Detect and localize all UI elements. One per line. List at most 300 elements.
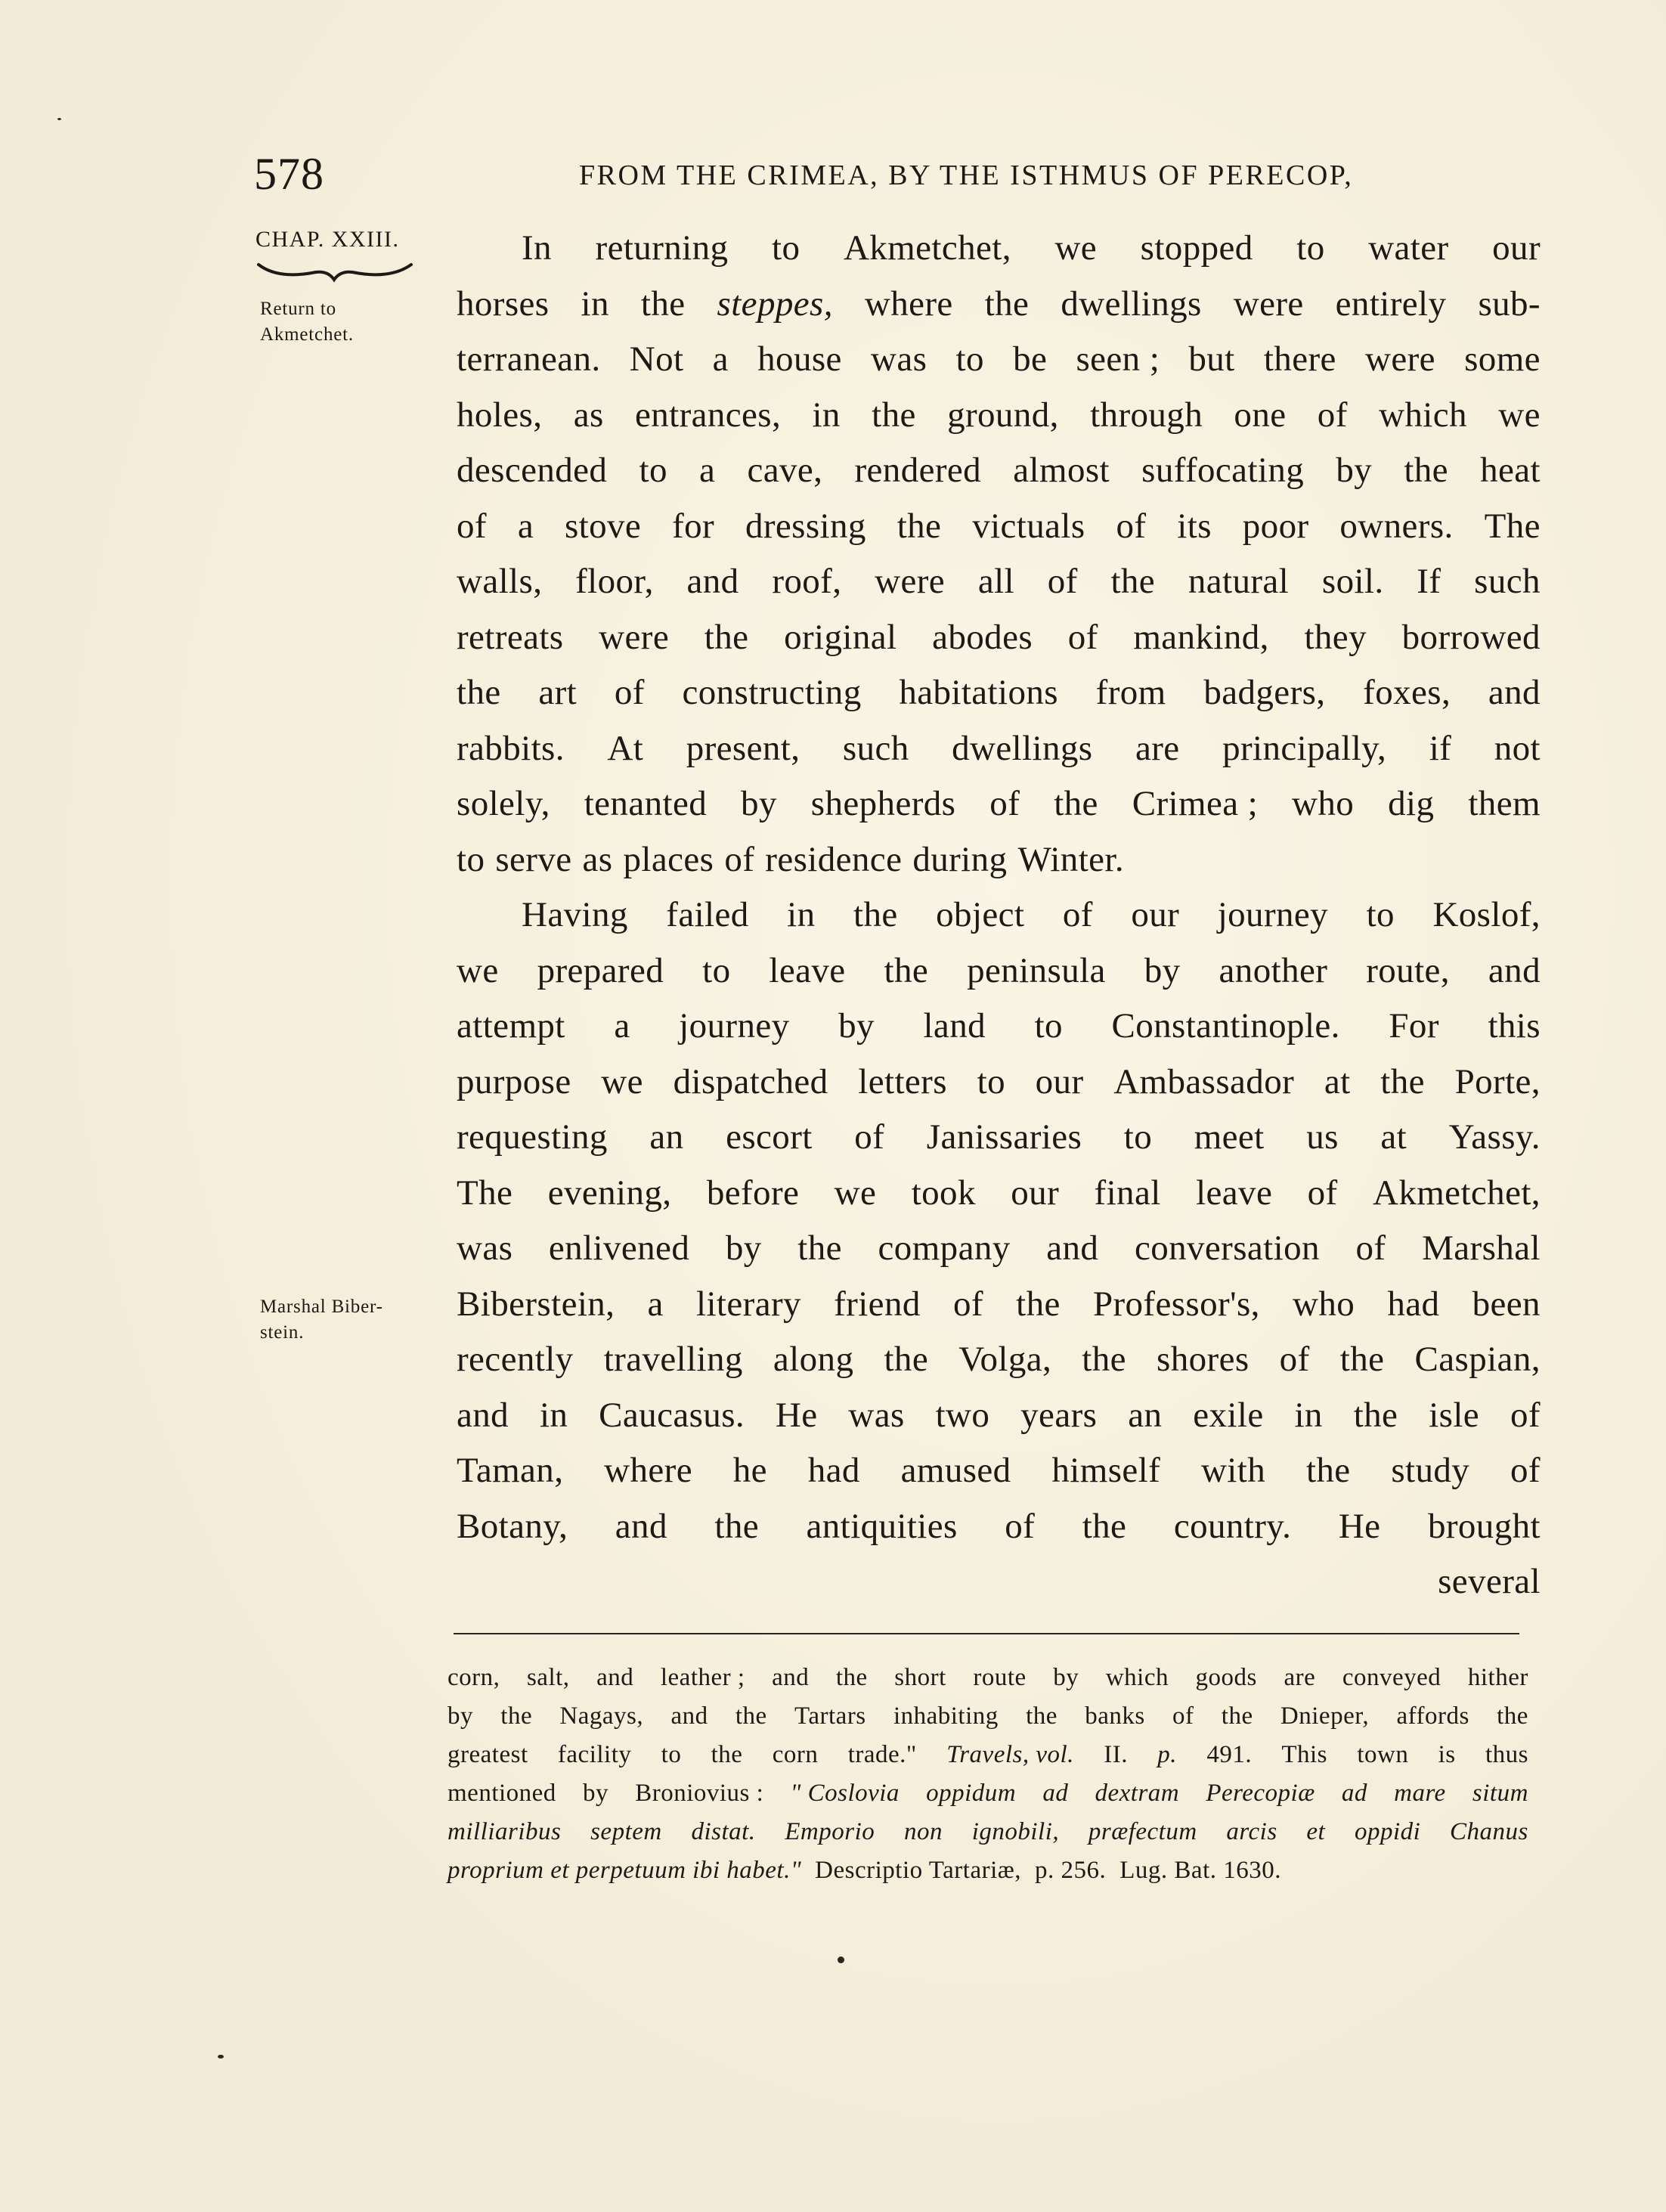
body-word: owners. <box>1339 506 1454 546</box>
footnote-word: short <box>894 1664 946 1691</box>
body-word: art <box>538 673 578 712</box>
body-line <box>457 277 1541 333</box>
body-word: to <box>955 339 984 379</box>
body-word: leave <box>1196 1173 1273 1213</box>
body-word: to <box>1123 1117 1153 1157</box>
body-word: a <box>699 451 716 490</box>
body-word: floor, <box>575 562 654 601</box>
body-word: years <box>1020 1395 1098 1435</box>
body-line <box>457 554 1541 610</box>
body-word: He <box>775 1395 818 1435</box>
body-word: At <box>607 728 644 768</box>
body-word: the <box>1305 1451 1351 1490</box>
chapter-label: CHAP. XXIII. <box>255 227 400 252</box>
body-line <box>457 388 1541 444</box>
body-word: by <box>725 1228 762 1268</box>
body-word: the <box>984 283 1030 324</box>
body-word: in <box>812 395 841 435</box>
body-word: brought <box>1427 1506 1541 1546</box>
body-word: along <box>773 1340 854 1379</box>
body-word: country. <box>1173 1506 1292 1546</box>
body-line <box>457 1443 1541 1499</box>
body-word: the <box>884 950 929 990</box>
body-word: of <box>952 1284 983 1324</box>
body-word: at <box>1324 1061 1351 1101</box>
body-word: heat <box>1480 451 1541 490</box>
body-word: tenanted <box>584 784 708 823</box>
body-word: the <box>1404 451 1448 490</box>
body-word: to <box>1366 895 1395 934</box>
footnote-word: route <box>973 1664 1027 1691</box>
body-word: Marshal <box>1422 1228 1541 1268</box>
footnote-word: mare <box>1394 1780 1446 1807</box>
footnote-word: II. <box>1104 1741 1128 1768</box>
body-word: the <box>704 617 749 657</box>
body-line <box>457 1055 1541 1111</box>
body-word: holes, <box>457 395 543 435</box>
body-text <box>457 221 1541 1610</box>
body-word: constructing <box>682 673 862 712</box>
body-word: a <box>647 1284 664 1324</box>
footnote-word: of <box>1172 1702 1194 1730</box>
body-word: of <box>1510 1451 1541 1490</box>
body-line <box>457 1277 1541 1333</box>
body-word: amused <box>900 1451 1011 1490</box>
body-word: of <box>1005 1506 1036 1546</box>
body-word: badgers, <box>1203 673 1326 712</box>
footnote-word: Chanus <box>1450 1818 1528 1845</box>
body-word: stopped <box>1140 228 1253 268</box>
body-line <box>457 832 1541 888</box>
body-word: and <box>1046 1228 1099 1268</box>
body-word: entrances, <box>634 395 782 435</box>
body-word: to <box>772 228 800 268</box>
body-word: leave <box>769 950 846 990</box>
body-word: we <box>457 950 499 990</box>
body-word: a <box>614 1006 630 1046</box>
footnote-word: oppidum <box>926 1780 1017 1807</box>
footnote-word: Perecopiæ <box>1206 1780 1315 1807</box>
footnote-word: ad <box>1042 1780 1069 1807</box>
body-word: If <box>1417 562 1441 601</box>
body-word: of <box>724 839 755 879</box>
body-word: of <box>614 673 645 712</box>
body-word: serve <box>495 839 572 879</box>
body-word: meet <box>1194 1117 1265 1157</box>
body-word: the <box>714 1506 759 1546</box>
body-word: been <box>1472 1284 1541 1324</box>
body-word: foxes, <box>1363 673 1451 712</box>
body-word: natural <box>1188 562 1290 601</box>
paper-speck <box>57 118 61 120</box>
body-word: and <box>686 562 739 601</box>
body-word: our <box>1131 895 1180 934</box>
footnote-line <box>447 1659 1528 1697</box>
body-word: the <box>1082 1506 1127 1546</box>
body-word: where <box>604 1451 692 1490</box>
body-word: all <box>977 562 1014 601</box>
body-word: had <box>807 1451 860 1490</box>
body-word: of <box>1116 506 1147 546</box>
footnote-word: ignobili, <box>971 1818 1060 1845</box>
body-word: exile <box>1193 1395 1264 1435</box>
body-word: Botany, <box>457 1506 568 1546</box>
footnote-word: Tartars <box>794 1702 866 1730</box>
body-word: roof, <box>772 562 842 601</box>
body-word: Having <box>522 895 628 934</box>
body-word: who <box>1293 1284 1355 1324</box>
body-word: was <box>457 1228 513 1268</box>
body-word: by <box>741 784 777 823</box>
body-word: Akmetchet, <box>1372 1173 1541 1213</box>
body-word: we <box>1498 395 1541 435</box>
footnote-word: arcis <box>1226 1818 1277 1845</box>
footnote-word: affords <box>1396 1702 1469 1730</box>
body-word: an <box>649 1117 684 1157</box>
body-line <box>457 888 1541 943</box>
body-word: to <box>1034 1006 1063 1046</box>
body-word: had <box>1387 1284 1440 1324</box>
body-word: journey <box>1217 895 1329 934</box>
body-word: of <box>989 784 1020 823</box>
body-word: soil. <box>1321 562 1384 601</box>
footnote-word: milliaribus <box>447 1818 562 1845</box>
paper-speck <box>218 2055 224 2059</box>
body-word: purpose <box>457 1061 571 1101</box>
body-word: the <box>1016 1284 1061 1324</box>
footnote-word: Broniovius : <box>635 1780 764 1807</box>
body-word: Volga, <box>958 1340 1052 1379</box>
body-word: during <box>912 839 1008 879</box>
body-word: a <box>712 339 729 379</box>
footnote-word: the <box>500 1702 533 1730</box>
body-word: the <box>1110 562 1156 601</box>
body-word: took <box>911 1173 976 1213</box>
body-word: Akmetchet, <box>843 228 1011 268</box>
body-word: sub- <box>1478 283 1541 324</box>
body-word: dispatched <box>673 1061 828 1101</box>
body-word: at <box>1380 1117 1407 1157</box>
body-word: dwellings <box>1061 283 1202 324</box>
body-word: letters <box>858 1061 947 1101</box>
footnote-word: p. 256. <box>1035 1857 1107 1884</box>
body-word: poor <box>1242 506 1309 546</box>
body-word: to <box>977 1061 1005 1101</box>
body-word: of <box>457 506 487 546</box>
footnote-word: Nagays, <box>559 1702 644 1730</box>
body-word: Janissaries <box>926 1117 1082 1157</box>
body-word: failed <box>666 895 749 934</box>
body-word: Porte, <box>1454 1061 1541 1101</box>
footnote-word: which <box>1105 1664 1169 1691</box>
footnote-word: banks <box>1085 1702 1145 1730</box>
body-word: we <box>834 1173 877 1213</box>
footnote-word: to <box>661 1741 682 1768</box>
body-word: and <box>1488 673 1541 712</box>
body-word: this <box>1488 1006 1541 1046</box>
body-word: of <box>1067 617 1098 657</box>
body-word: terranean. <box>457 339 601 379</box>
body-word: its <box>1177 506 1212 546</box>
footnote-word: p. <box>1157 1741 1178 1768</box>
body-word: walls, <box>457 562 543 601</box>
footnote-word: septem <box>590 1818 662 1845</box>
footnote-word: situm <box>1472 1780 1528 1807</box>
footnote-word: and <box>596 1664 634 1691</box>
body-word: from <box>1095 673 1166 712</box>
body-word: places <box>623 839 714 879</box>
body-word: to <box>702 950 731 990</box>
marginal-note-line: Akmetchet. <box>260 324 354 345</box>
body-word: escort <box>726 1117 813 1157</box>
body-line <box>457 776 1541 832</box>
body-word: victuals <box>972 506 1085 546</box>
footnote-word: facility <box>557 1741 632 1768</box>
body-word: with <box>1200 1451 1266 1490</box>
body-line <box>457 1499 1541 1555</box>
footnote-word: corn <box>772 1741 819 1768</box>
body-word: was <box>871 339 927 379</box>
body-word: were <box>1233 283 1304 324</box>
footnote-word: town <box>1357 1741 1409 1768</box>
body-word: for <box>672 506 715 546</box>
footnote-word: præfectum <box>1088 1818 1197 1845</box>
body-word: the <box>1339 1340 1385 1379</box>
body-line <box>457 443 1541 499</box>
body-word: almost <box>1013 451 1110 490</box>
footnote-line <box>447 1736 1528 1774</box>
body-word: Taman, <box>457 1451 564 1490</box>
footnote-word: Lug. Bat. 1630. <box>1119 1857 1281 1884</box>
marginal-note-biberstein <box>260 1294 434 1346</box>
body-word: such <box>842 728 909 768</box>
body-word: of <box>1279 1340 1310 1379</box>
body-word: we <box>601 1061 643 1101</box>
body-word: final <box>1094 1173 1161 1213</box>
body-word: peninsula <box>967 950 1106 990</box>
body-word: enlivened <box>548 1228 690 1268</box>
body-word: not <box>1494 728 1541 768</box>
footnote-word: dextram <box>1095 1780 1180 1807</box>
body-word: descended <box>457 451 608 490</box>
running-title: FROM THE CRIMEA, BY THE ISTHMUS OF PERECOP, <box>579 160 1354 191</box>
footnote-line <box>447 1851 1528 1890</box>
footnote-line <box>447 1774 1528 1813</box>
footnote-word: by <box>583 1780 608 1807</box>
footnote-word: Emporio <box>785 1818 875 1845</box>
body-word: literary <box>696 1284 801 1324</box>
footnote-word: by <box>447 1702 473 1730</box>
body-word: to <box>1296 228 1325 268</box>
body-word: returning <box>595 228 729 268</box>
body-word: some <box>1464 339 1541 379</box>
body-word: the <box>853 895 898 934</box>
footnote-word: Dnieper, <box>1280 1702 1370 1730</box>
footnote-word: " Coslovia <box>790 1780 900 1807</box>
body-word: as <box>573 395 604 435</box>
body-word: the <box>1353 1395 1398 1435</box>
footnote-word: mentioned <box>447 1780 556 1807</box>
footnote-word: goods <box>1195 1664 1257 1691</box>
body-word: Crimea ; <box>1132 784 1259 823</box>
marginal-note-line: Marshal Biber- <box>260 1297 383 1317</box>
body-word: The <box>457 1173 513 1213</box>
body-word: and <box>615 1506 667 1546</box>
body-word: the <box>457 673 501 712</box>
running-head <box>254 148 1539 201</box>
body-word: Ambassador <box>1113 1061 1295 1101</box>
body-line <box>457 943 1541 999</box>
body-word: The <box>1484 506 1541 546</box>
footnote <box>447 1659 1528 1890</box>
body-line <box>457 665 1541 721</box>
body-word: travelling <box>603 1340 743 1379</box>
body-word: are <box>1135 728 1180 768</box>
body-word: Not <box>629 339 684 379</box>
footnote-word: salt, <box>526 1664 570 1691</box>
catchword: several <box>1438 1562 1541 1601</box>
body-word: Caucasus. <box>599 1395 745 1435</box>
body-line <box>457 1110 1541 1166</box>
body-word: of <box>1355 1228 1386 1268</box>
paper-speck <box>838 1956 844 1963</box>
footnote-word: distat. <box>691 1818 756 1845</box>
body-word: in <box>581 283 609 324</box>
body-word: prepared <box>537 950 664 990</box>
body-word: friend <box>834 1284 921 1324</box>
footnote-word: ad <box>1341 1780 1367 1807</box>
footnote-word: the <box>1221 1702 1253 1730</box>
footnote-word: thus <box>1485 1741 1528 1768</box>
body-word: rabbits. <box>457 728 565 768</box>
body-word: in <box>1294 1395 1323 1435</box>
body-word: such <box>1474 562 1541 601</box>
body-word: another <box>1219 950 1328 990</box>
footnote-word: 491. <box>1206 1741 1253 1768</box>
body-word: Professor's, <box>1092 1284 1260 1324</box>
body-word: of <box>1317 395 1348 435</box>
body-word: borrowed <box>1401 617 1541 657</box>
body-word: the <box>1054 784 1098 823</box>
body-word: land <box>923 1006 986 1046</box>
body-word: house <box>757 339 842 379</box>
body-word: before <box>706 1173 800 1213</box>
footnote-word: oppidi <box>1354 1818 1421 1845</box>
body-word: the <box>872 395 916 435</box>
body-word: by <box>1144 950 1181 990</box>
body-word: water <box>1368 228 1449 268</box>
footnote-word: the <box>1026 1702 1058 1730</box>
body-word: Winter. <box>1017 839 1125 879</box>
body-word: two <box>935 1395 990 1435</box>
body-word: study <box>1391 1451 1470 1490</box>
footnote-word: and <box>772 1664 810 1691</box>
body-word: ground, <box>947 395 1059 435</box>
footnote-word: and <box>670 1702 708 1730</box>
footnote-line <box>447 1697 1528 1736</box>
body-word: to <box>457 839 485 879</box>
body-word: our <box>1011 1173 1060 1213</box>
body-word: shores <box>1157 1340 1250 1379</box>
body-word: retreats <box>457 617 564 657</box>
footnote-word: non <box>903 1818 943 1845</box>
body-word: antiquities <box>806 1506 958 1546</box>
body-word: journey <box>679 1006 790 1046</box>
body-word: of <box>1307 1173 1338 1213</box>
body-word: steppes, <box>717 283 833 324</box>
catchword-line <box>457 1554 1541 1610</box>
body-word: they <box>1304 617 1367 657</box>
marginal-note-return <box>260 296 434 348</box>
footnote-word: corn, <box>447 1664 500 1691</box>
body-word: our <box>1492 228 1541 268</box>
footnote-word: leather ; <box>660 1664 745 1691</box>
footnote-word: Descriptio Tartariæ, <box>815 1857 1022 1884</box>
body-word: were <box>599 617 670 657</box>
body-word: where <box>864 283 953 324</box>
body-word: company <box>878 1228 1011 1268</box>
body-word: by <box>1336 451 1373 490</box>
body-word: were <box>875 562 946 601</box>
body-line <box>457 1332 1541 1388</box>
body-word: cave, <box>747 451 823 490</box>
body-word: shepherds <box>810 784 956 823</box>
body-word: principally, <box>1222 728 1387 768</box>
footnote-word: This <box>1281 1741 1328 1768</box>
body-word: an <box>1128 1395 1163 1435</box>
body-word: through <box>1090 395 1203 435</box>
body-word: be <box>1013 339 1048 379</box>
body-word: evening, <box>547 1173 672 1213</box>
body-word: us <box>1306 1117 1339 1157</box>
footnote-word: inhabiting <box>893 1702 999 1730</box>
body-line <box>457 721 1541 777</box>
footnote-word: hither <box>1467 1664 1528 1691</box>
body-word: original <box>784 617 897 657</box>
body-word: as <box>582 839 613 879</box>
body-word: who <box>1292 784 1355 823</box>
body-line <box>457 1166 1541 1222</box>
body-word: entirely <box>1335 283 1447 324</box>
body-word: the <box>884 1340 929 1379</box>
chapter-brace-ornament <box>255 260 414 283</box>
body-line <box>457 499 1541 555</box>
footnote-word: trade." <box>847 1741 917 1768</box>
body-word: dwellings <box>952 728 1093 768</box>
footnote-word: proprium et perpetuum ibi habet." <box>447 1857 802 1884</box>
body-word: of <box>1510 1395 1541 1435</box>
body-word: habitations <box>899 673 1058 712</box>
footnote-word: the <box>1497 1702 1528 1730</box>
body-word: seen ; <box>1076 339 1160 379</box>
body-word: suffocating <box>1141 451 1305 490</box>
marginal-note-line: Return to <box>260 299 336 319</box>
footnote-word: are <box>1284 1664 1316 1691</box>
body-word: mankind, <box>1133 617 1269 657</box>
body-word: the <box>1082 1340 1126 1379</box>
body-line <box>457 1388 1541 1444</box>
body-word: the <box>896 506 942 546</box>
body-word: of <box>854 1117 885 1157</box>
page-number: 578 <box>254 149 324 199</box>
body-line <box>457 999 1541 1055</box>
body-word: conversation <box>1134 1228 1320 1268</box>
body-word: dig <box>1388 784 1435 823</box>
body-word: if <box>1429 728 1452 768</box>
body-word: residence <box>765 839 903 879</box>
body-line <box>457 610 1541 666</box>
footnote-word: conveyed <box>1342 1664 1441 1691</box>
